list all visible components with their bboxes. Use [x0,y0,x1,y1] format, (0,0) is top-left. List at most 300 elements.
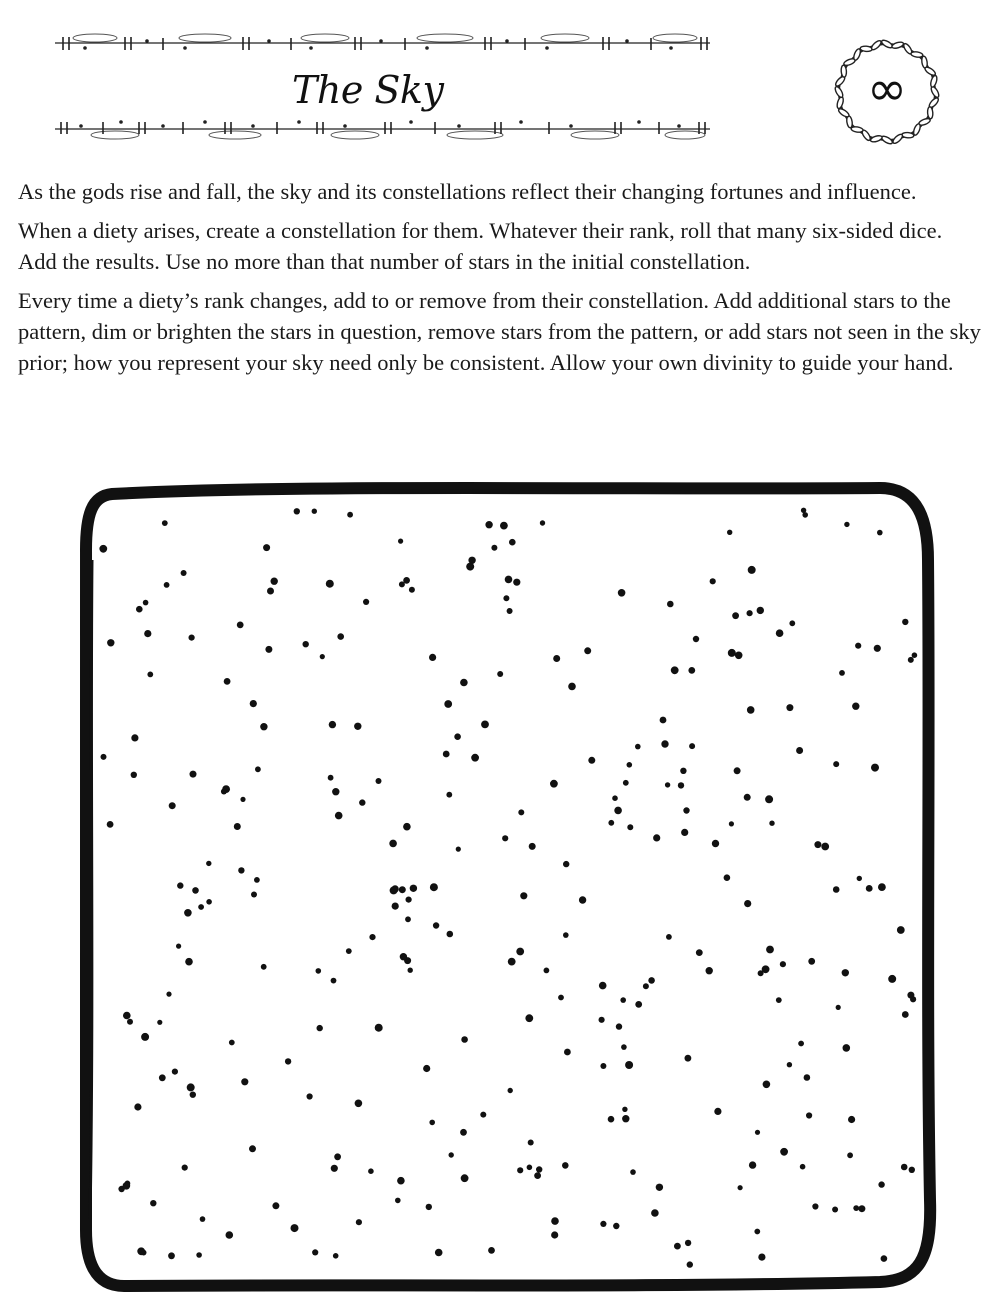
star [635,744,641,750]
star [354,723,361,730]
star [509,539,516,546]
star [255,766,261,772]
star [600,1221,606,1227]
star [765,795,773,803]
star [395,1198,401,1204]
star [328,775,334,781]
star [234,823,241,830]
star [544,968,550,974]
star [909,1167,915,1173]
star [627,762,633,768]
star [553,655,560,662]
star [144,630,151,637]
star [398,539,403,544]
star [564,1049,571,1056]
star [460,1129,467,1136]
star [769,821,774,826]
star [189,635,195,641]
star [534,1172,541,1179]
star [842,969,849,976]
star [808,958,815,965]
star [198,904,204,910]
star [806,1112,812,1118]
star [796,747,803,754]
star [307,1093,313,1099]
star [724,874,731,881]
star [621,1044,627,1050]
star [749,1161,756,1168]
star [613,1223,619,1229]
star [355,1100,363,1108]
star [902,1011,909,1018]
star [251,892,257,898]
star [240,797,245,802]
decorative-border-top [55,32,710,54]
star [802,512,808,518]
wreath-leaf [860,46,872,52]
star [665,782,670,787]
star [159,1074,166,1081]
star [131,772,137,778]
star [536,1166,542,1172]
star [683,807,689,813]
star [187,1083,195,1091]
star [758,1254,765,1261]
star [696,949,703,956]
star [363,599,369,605]
star [833,761,839,767]
star [614,807,622,815]
star [500,522,508,530]
star [787,1062,792,1067]
star [678,782,684,788]
star [912,652,918,658]
star [878,883,886,891]
star [389,840,397,848]
star [488,1247,495,1254]
star [184,909,192,917]
star [221,789,227,795]
star [852,703,859,710]
wreath-leaf [870,39,882,51]
star [181,570,187,576]
star [267,588,274,595]
page-title: The Sky [292,68,444,112]
star [150,1200,156,1206]
paragraph-create-constellation: When a diety arises, create a constellation for them. Whatever their rank, roll that many six-sided dice. Add the results. Use no more than that number of stars in the initial constellation. [18,218,943,274]
star [600,1063,606,1069]
star [623,780,629,786]
star [588,757,595,764]
star [563,932,569,938]
star [226,1231,234,1239]
wreath-leaf [851,126,864,133]
star [648,977,655,984]
star [758,970,764,976]
star [748,566,756,574]
star [688,667,695,674]
sky-map[interactable] [0,470,1000,1294]
star [261,964,267,970]
star [335,812,343,820]
star [833,886,840,893]
star [127,1019,133,1025]
star [369,934,375,940]
star [409,587,415,593]
star [528,1140,534,1146]
star [780,1148,788,1156]
star [271,578,278,585]
star [391,885,398,892]
star [397,1177,405,1185]
star [316,968,322,974]
star [525,1014,533,1022]
star [755,1130,760,1135]
star [272,1202,279,1209]
star [430,883,438,891]
star [660,717,667,724]
star [206,899,212,905]
star [780,961,786,967]
star [164,582,170,588]
star [520,892,527,899]
star [735,652,743,660]
star [157,1020,162,1025]
star [172,1069,178,1075]
star [888,975,896,983]
star [449,1152,454,1157]
star [368,1168,374,1174]
star [734,767,741,774]
star [757,607,764,614]
star [443,751,450,758]
star [599,982,607,990]
star [729,821,734,826]
star [727,530,732,535]
star [312,509,317,514]
star [656,1184,663,1191]
star [249,1145,256,1152]
star [667,601,674,608]
star [616,1023,622,1029]
star [689,743,695,749]
star [517,1167,523,1173]
star [294,508,300,514]
star [291,1224,299,1232]
star [317,1025,323,1031]
star [196,1252,202,1258]
star [871,764,879,772]
star [848,1116,855,1123]
star [107,821,114,828]
star [562,1162,569,1169]
star [550,780,558,788]
star [356,1219,362,1225]
decorative-border-bottom [55,118,710,140]
star [877,530,883,536]
star [433,922,439,928]
star [410,885,417,892]
star [143,600,149,606]
star [568,683,576,691]
star [429,654,436,661]
star [908,657,914,663]
star [693,636,699,642]
star [423,1065,430,1072]
star [832,1207,838,1213]
star [182,1165,188,1171]
star [176,944,181,949]
star [821,843,829,851]
star [584,647,591,654]
star [334,1153,341,1160]
star [558,995,564,1001]
star [263,544,270,551]
star [744,900,751,907]
wreath-leaf [902,132,914,138]
star [551,1217,559,1225]
star [897,926,905,934]
star [874,645,881,652]
star [224,678,231,685]
star [162,520,168,526]
star [346,948,352,954]
wreath-leaf [892,133,904,145]
star [789,620,795,626]
star [447,931,454,938]
star [337,633,344,640]
star [123,1182,131,1190]
star [206,861,211,866]
star [190,771,197,778]
star [460,679,468,687]
star [375,1024,383,1032]
star [685,1240,691,1246]
star [471,754,479,762]
star [622,1107,627,1112]
star [237,622,244,629]
star [685,1055,692,1062]
star [333,1253,339,1259]
star [229,1040,235,1046]
star [766,946,774,954]
star [643,983,649,989]
star [399,886,406,893]
star [710,578,716,584]
star [747,610,753,616]
star [177,882,183,888]
star [839,670,845,676]
star [137,1247,145,1255]
star [527,1165,533,1171]
star [625,1061,633,1069]
star [866,885,873,892]
star [332,788,339,795]
star [744,794,751,801]
star [612,795,618,801]
star [674,1243,681,1250]
star [635,1001,642,1008]
star [671,666,679,674]
star [608,1116,615,1123]
star [836,1005,841,1010]
star [123,1012,131,1020]
star [107,639,114,646]
star [786,704,793,711]
star [853,1205,859,1211]
star [329,721,336,728]
wreath-leaf [870,135,883,143]
star [622,1115,629,1122]
star [134,1103,141,1110]
star [844,522,849,527]
star [551,1231,558,1238]
star [738,1185,743,1190]
star [754,1229,760,1235]
star [620,997,626,1003]
star [200,1216,206,1222]
star [131,734,138,741]
star [776,629,784,637]
star [907,992,914,999]
star [666,934,672,940]
star [901,1164,908,1171]
star [858,1205,865,1212]
star [653,834,660,841]
star [855,643,861,649]
star [241,1078,248,1085]
wreath-leaf [891,41,904,49]
star [238,867,244,873]
star [687,1261,693,1267]
star [502,835,508,841]
star [136,606,143,613]
star [169,802,176,809]
page-header [0,0,1000,175]
star [843,1044,851,1052]
star [661,740,668,747]
star [444,700,452,708]
star [376,778,382,784]
star [798,1041,804,1047]
star [260,723,267,730]
star [408,968,413,973]
star [485,521,492,528]
star [503,595,509,601]
star [461,1174,469,1182]
star [497,671,503,677]
star [508,1088,513,1093]
star [400,953,407,960]
star [902,619,908,625]
instructions [18,176,983,386]
star [168,1252,175,1259]
wreath-leaf [911,51,924,58]
star [712,840,719,847]
star [518,809,524,815]
star [878,1181,884,1187]
star [265,646,272,653]
star [454,733,461,740]
star [285,1058,291,1064]
star [359,799,365,805]
star [456,847,461,852]
star [812,1203,818,1209]
star [312,1249,318,1255]
star [681,829,688,836]
star [747,706,755,714]
star [331,978,337,984]
star [881,1255,888,1262]
star [403,577,410,584]
star [331,1165,338,1172]
star [185,958,193,966]
star [599,1017,605,1023]
star [529,843,536,850]
paragraph-intro: As the gods rise and fall, the sky and its constellations reflect their changing fortunes and influence. [18,179,917,204]
star [429,1120,435,1126]
star [141,1033,149,1041]
star [405,916,411,922]
star [563,861,569,867]
star [847,1152,853,1158]
star [254,877,260,883]
star [347,512,353,518]
star [706,967,713,974]
star [435,1249,443,1257]
star [250,700,257,707]
star [814,841,821,848]
star [468,557,475,564]
star [507,608,513,614]
star [651,1209,659,1217]
star [481,721,489,729]
star [513,579,520,586]
star [491,545,497,551]
star [804,1074,811,1081]
star [392,903,399,910]
star [728,649,736,657]
star [627,824,633,830]
star [508,958,516,966]
star [579,896,586,903]
star [800,1164,806,1170]
star [776,997,782,1003]
star [630,1169,636,1175]
star [618,589,626,597]
star [303,641,309,647]
star [426,1204,432,1210]
star [406,897,412,903]
star [190,1092,196,1098]
star [732,612,739,619]
infinity-icon: ∞ [867,61,907,117]
star [680,768,686,774]
paragraph-rank-changes: Every time a diety’s rank changes, add to or remove from their constellation. Add additional stars to the pattern, dim or brighten the stars in question, remove stars from the pattern, or add stars not seen in the sky prior; how you represent your sky need only be consistent. Allow your own divinity to guide your hand. [18,288,981,375]
star [480,1112,486,1118]
star [166,992,171,997]
star [147,672,153,678]
star [446,792,452,798]
star [516,948,524,956]
star [608,820,614,826]
star [763,1081,771,1089]
star [192,887,199,894]
star [326,580,334,588]
star [714,1108,721,1115]
star [101,754,107,760]
star [99,545,107,553]
